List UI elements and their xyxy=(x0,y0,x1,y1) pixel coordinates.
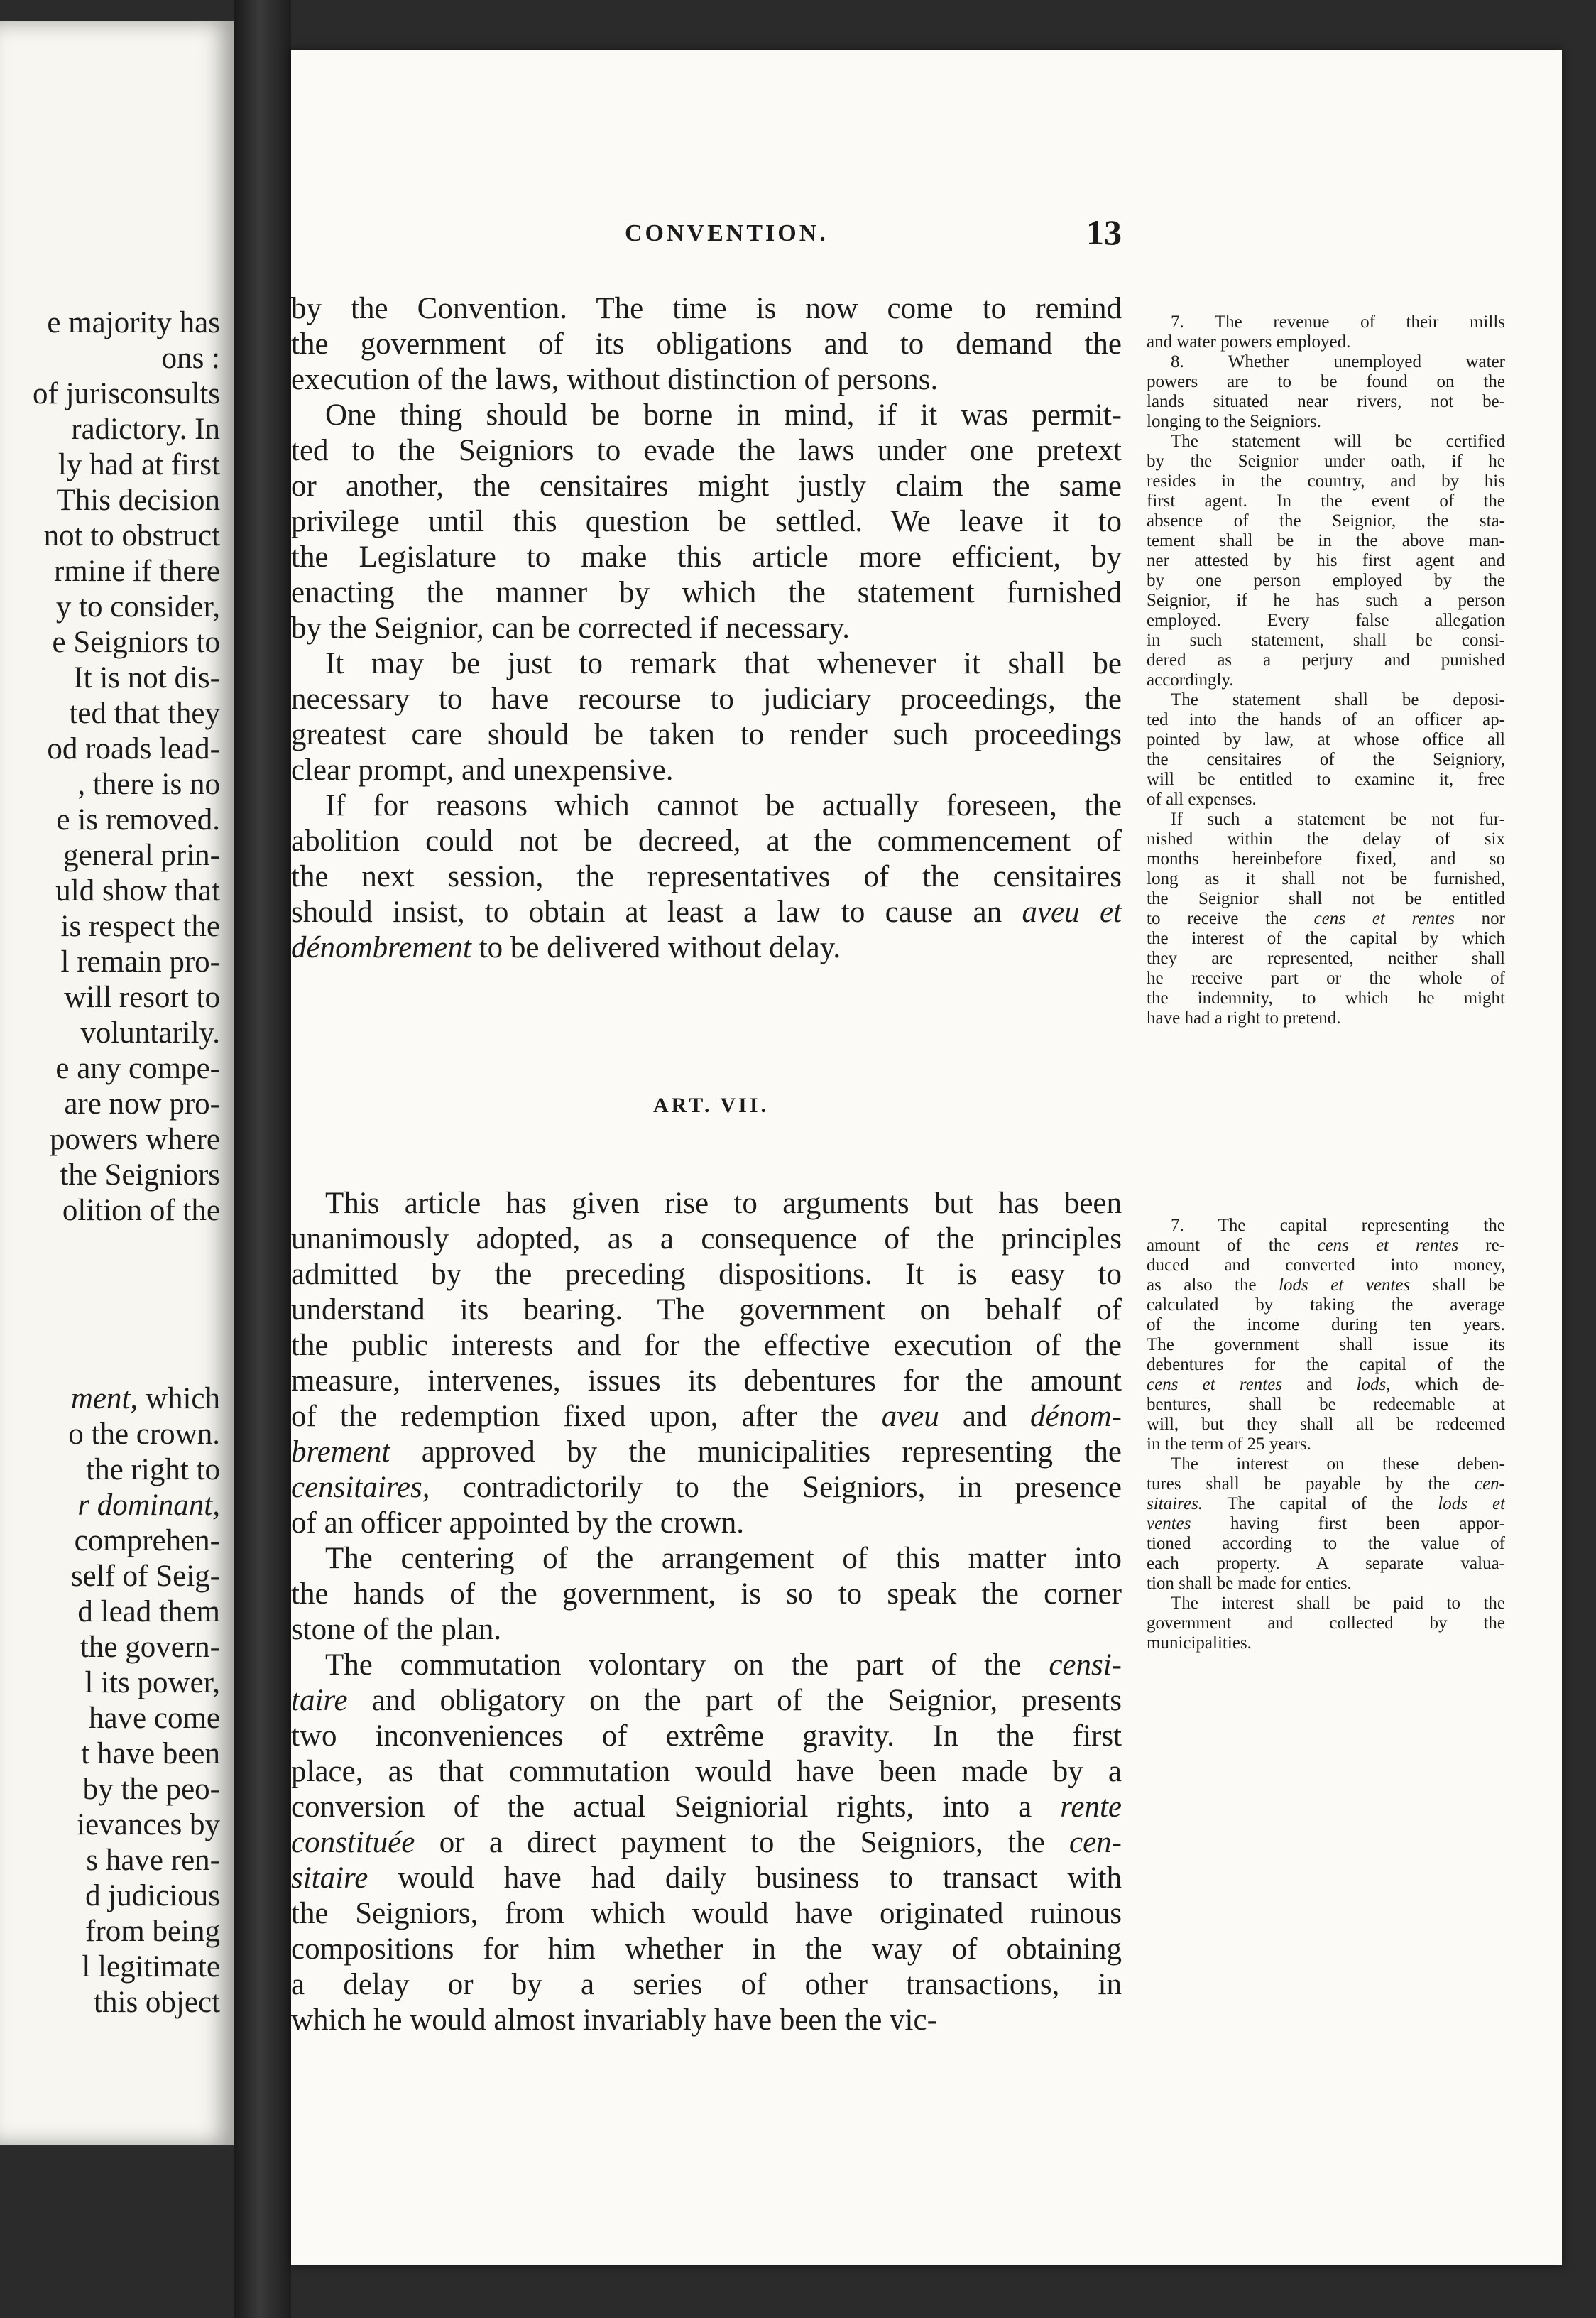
text-line: dénombrement to be delivered without delay. xyxy=(291,931,841,964)
note-line: first agent. In the event of the xyxy=(1147,491,1505,511)
note-line: If such a statement be not fur- xyxy=(1171,810,1505,829)
left-page-text xyxy=(0,305,220,2020)
note-line: The government shall issue its xyxy=(1147,1335,1505,1354)
text-line: are now pro- xyxy=(64,1087,220,1121)
text-line: of jurisconsults xyxy=(33,377,220,410)
note-line: by one person employed by the xyxy=(1147,571,1505,590)
note-line: will be entitled to examine it, free xyxy=(1147,770,1505,789)
note-line: they are represented, neither shall xyxy=(1147,949,1505,968)
text-line: of an officer appointed by the crown. xyxy=(291,1506,745,1540)
text-line: ons : xyxy=(161,342,220,375)
note-line: each property. A separate valua- xyxy=(1147,1554,1505,1573)
note-line: ner attested by his first agent and xyxy=(1147,551,1505,570)
text-line: o the crown. xyxy=(68,1418,220,1451)
text-line: od roads lead- xyxy=(47,732,220,766)
text-line: clear prompt, and unexpensive. xyxy=(291,753,674,787)
note-line: ted into the hands of an officer ap- xyxy=(1147,710,1505,729)
note-line: as also the lods et ventes shall be xyxy=(1147,1275,1505,1295)
note-line: long as it shall not be furnished, xyxy=(1147,869,1505,888)
text-line: admitted by the preceding dispositions. It is easy to xyxy=(291,1258,1122,1291)
text-line: execution of the laws, without distinction of persons. xyxy=(291,363,939,396)
note-line: 7. The revenue of their mills xyxy=(1171,312,1505,332)
text-line: It is not dis- xyxy=(73,661,220,695)
text-line: censitaires, contradictorily to the Seigniors, in presence xyxy=(291,1471,1122,1504)
text-line: comprehen- xyxy=(74,1524,220,1557)
note-line: the Seignior shall not be entitled xyxy=(1147,889,1505,908)
text-line: r dominant, xyxy=(77,1489,220,1522)
text-line: brement approved by the municipalities representing the xyxy=(291,1435,1122,1469)
text-line: general prin- xyxy=(63,839,220,872)
note-line: The interest shall be paid to the xyxy=(1171,1594,1505,1613)
text-line: e majority has xyxy=(47,306,220,339)
note-line: of all expenses. xyxy=(1147,790,1257,809)
text-line: measure, intervenes, issues its debentures for the amount xyxy=(291,1364,1122,1398)
text-line: olition of the xyxy=(62,1194,220,1227)
note-line: Seignior, if he has such a person xyxy=(1147,591,1505,610)
note-line: lands situated near rivers, not be- xyxy=(1147,392,1505,411)
text-line: y to consider, xyxy=(55,590,220,624)
note-line: absence of the Seignior, the sta- xyxy=(1147,511,1505,530)
text-line: stone of the plan. xyxy=(291,1613,502,1646)
text-line: e any compe- xyxy=(55,1052,220,1085)
note-line: debentures for the capital of the xyxy=(1147,1355,1505,1374)
main-text-section-a xyxy=(291,291,1122,966)
note-line: to receive the cens et rentes nor xyxy=(1147,909,1505,928)
note-line: in the term of 25 years. xyxy=(1147,1435,1311,1454)
note-line: The interest on these deben- xyxy=(1171,1454,1505,1474)
text-line: ted to the Seigniors to evade the laws under one pretext xyxy=(291,434,1122,467)
text-line: sitaire would have had daily business to transact with xyxy=(291,1861,1122,1895)
note-line: in such statement, shall be consi- xyxy=(1147,631,1505,650)
text-line: One thing should be borne in mind, if it was permit- xyxy=(325,398,1122,432)
note-line: employed. Every false allegation xyxy=(1147,611,1505,630)
running-head: CONVENTION. xyxy=(625,220,829,246)
text-line: by the peo- xyxy=(82,1773,220,1806)
text-line: l legitimate xyxy=(82,1950,220,1984)
text-line: have come xyxy=(88,1702,220,1735)
note-line: dered as a perjury and punished xyxy=(1147,651,1505,670)
text-line: two inconveniences of extrême gravity. In the first xyxy=(291,1719,1122,1753)
note-line: municipalities. xyxy=(1147,1633,1252,1653)
text-line: self of Seig- xyxy=(70,1560,220,1593)
text-line: ment, which xyxy=(70,1382,220,1415)
text-line: , there is no xyxy=(77,768,220,801)
note-line: by the Seignior under oath, if he xyxy=(1147,452,1505,471)
article-heading: ART. VII. xyxy=(653,1094,770,1117)
note-line: duced and converted into money, xyxy=(1147,1256,1505,1275)
text-line: s have ren- xyxy=(86,1844,220,1877)
text-line: l its power, xyxy=(84,1666,220,1699)
left-page xyxy=(0,21,234,2145)
note-line: calculated by taking the average xyxy=(1147,1295,1505,1315)
text-line: by the Convention. The time is now come to remind xyxy=(291,292,1122,325)
text-line: should insist, to obtain at least a law to cause an aveu et xyxy=(291,896,1122,929)
note-line: of the income during ten years. xyxy=(1147,1315,1505,1334)
text-line: radictory. In xyxy=(71,413,220,446)
text-line: ly had at first xyxy=(58,448,220,481)
text-line: The centering of the arrangement of this matter into xyxy=(325,1542,1122,1575)
text-line: understand its bearing. The government on behalf of xyxy=(291,1293,1122,1327)
note-line: ventes having first been appor- xyxy=(1147,1514,1505,1533)
text-line: e Seigniors to xyxy=(52,626,220,659)
note-line: The statement shall be deposi- xyxy=(1171,690,1505,709)
text-line: enacting the manner by which the statement furnished xyxy=(291,576,1122,609)
margin-notes-a xyxy=(1147,312,1505,1028)
text-line: d judicious xyxy=(85,1879,220,1912)
text-line: or another, the censitaires might justly claim the same xyxy=(291,469,1122,503)
text-line: the public interests and for the effective execution of the xyxy=(291,1329,1122,1362)
main-page xyxy=(291,50,1562,2265)
blank-space xyxy=(0,1229,220,1381)
note-line: he receive part or the whole of xyxy=(1147,969,1505,988)
note-line: bentures, shall be redeemable at xyxy=(1147,1395,1505,1414)
text-line: place, as that commutation would have been made by a xyxy=(291,1755,1122,1788)
note-line: cens et rentes and lods, which de- xyxy=(1147,1375,1505,1394)
note-line: the interest of the capital by which xyxy=(1147,929,1505,948)
text-line: the govern- xyxy=(80,1631,220,1664)
text-line: conversion of the actual Seigniorial rights, into a rente xyxy=(291,1790,1122,1824)
note-line: will, but they shall all be redeemed xyxy=(1147,1415,1505,1434)
text-line: abolition could not be decreed, at the commencement of xyxy=(291,825,1122,858)
text-line: The commutation volontary on the part of the censi- xyxy=(325,1648,1122,1682)
text-line: this object xyxy=(94,1986,220,2019)
text-line: the Seigniors xyxy=(60,1158,220,1192)
margin-notes-b xyxy=(1147,1216,1505,1653)
text-line: which he would almost invariably have been the vic- xyxy=(291,2003,937,2037)
text-line: not to obstruct xyxy=(43,519,220,553)
note-line: the indemnity, to which he might xyxy=(1147,989,1505,1008)
note-line: pointed by law, at whose office all xyxy=(1147,730,1505,749)
text-line: voluntarily. xyxy=(80,1016,220,1050)
text-line: the next session, the representatives of the censitaires xyxy=(291,860,1122,893)
text-line: This article has given rise to arguments but has been xyxy=(325,1187,1122,1220)
note-line: government and collected by the xyxy=(1147,1614,1505,1633)
text-line: necessary to have recourse to judiciary proceedings, the xyxy=(291,682,1122,716)
note-line: 7. The capital representing the xyxy=(1171,1216,1505,1235)
text-line: of the redemption fixed upon, after the aveu and dénom- xyxy=(291,1400,1122,1433)
note-line: months hereinbefore fixed, and so xyxy=(1147,849,1505,869)
text-line: by the Seignior, can be corrected if necessary. xyxy=(291,611,851,645)
book-gutter xyxy=(234,0,291,2318)
note-line: powers are to be found on the xyxy=(1147,372,1505,391)
text-line: l remain pro- xyxy=(60,945,220,979)
text-line: unanimously adopted, as a consequence of the principles xyxy=(291,1222,1122,1256)
text-line: greatest care should be taken to render such proceedings xyxy=(291,718,1122,751)
note-line: amount of the cens et rentes re- xyxy=(1147,1236,1505,1255)
text-line: taire and obligatory on the part of the Seignior, presents xyxy=(291,1684,1122,1717)
text-line: This decision xyxy=(56,484,220,517)
text-line: powers where xyxy=(50,1123,220,1156)
text-line: It may be just to remark that whenever it shall be xyxy=(325,647,1122,680)
note-line: The statement will be certified xyxy=(1171,432,1505,451)
text-line: from being xyxy=(85,1915,220,1948)
note-line: longing to the Seigniors. xyxy=(1147,412,1321,431)
note-line: tures shall be payable by the cen- xyxy=(1147,1474,1505,1493)
note-line: the censitaires of the Seigniory, xyxy=(1147,750,1505,769)
text-line: a delay or by a series of other transactions, in xyxy=(291,1968,1122,2001)
text-line: t have been xyxy=(81,1737,220,1770)
note-line: sitaires. The capital of the lods et xyxy=(1147,1494,1505,1513)
text-line: the Legislature to make this article more efficient, by xyxy=(291,540,1122,574)
text-line: constituée or a direct payment to the Seigniors, the cen- xyxy=(291,1826,1122,1859)
text-line: d lead them xyxy=(77,1595,220,1628)
text-line: the right to xyxy=(86,1453,220,1486)
text-line: the government of its obligations and to demand the xyxy=(291,327,1122,361)
text-line: uld show that xyxy=(55,874,220,908)
text-line: is respect the xyxy=(60,910,220,943)
text-line: ievances by xyxy=(77,1808,220,1841)
text-line: e is removed. xyxy=(56,803,220,837)
text-line: ted that they xyxy=(69,697,220,730)
note-line: tioned according to the value of xyxy=(1147,1534,1505,1553)
text-line: will resort to xyxy=(64,981,220,1014)
note-line: tement shall be in the above man- xyxy=(1147,531,1505,550)
note-line: have had a right to pretend. xyxy=(1147,1008,1341,1028)
main-text-section-b xyxy=(291,1186,1122,2038)
note-line: and water powers employed. xyxy=(1147,332,1351,352)
note-line: 8. Whether unemployed water xyxy=(1171,352,1505,371)
text-line: compositions for him whether in the way of obtaining xyxy=(291,1932,1122,1966)
text-line: rmine if there xyxy=(53,555,220,588)
note-line: resides in the country, and by his xyxy=(1147,472,1505,491)
page-number: 13 xyxy=(1086,212,1122,252)
text-line: the hands of the government, is so to speak the corner xyxy=(291,1577,1122,1611)
text-line: the Seigniors, from which would have originated ruinous xyxy=(291,1897,1122,1930)
note-line: accordingly. xyxy=(1147,670,1234,690)
text-line: If for reasons which cannot be actually foreseen, the xyxy=(325,789,1122,822)
note-line: tion shall be made for enties. xyxy=(1147,1574,1352,1593)
note-line: nished within the delay of six xyxy=(1147,829,1505,849)
text-line: privilege until this question be settled. We leave it to xyxy=(291,505,1122,538)
